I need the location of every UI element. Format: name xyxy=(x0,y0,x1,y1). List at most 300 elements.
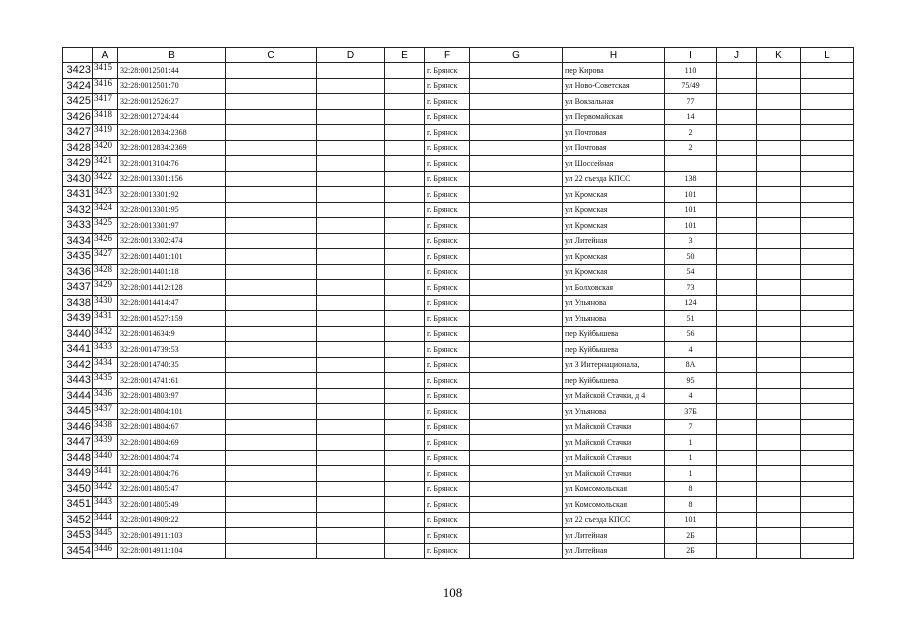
table-row xyxy=(63,497,854,513)
cell-h: пер Куйбышева xyxy=(563,373,665,389)
cell-k xyxy=(757,280,801,296)
cell-a: 3439 xyxy=(93,435,118,451)
cell-a: 3430 xyxy=(93,295,118,311)
cell-i: 73 xyxy=(665,280,717,296)
cell-e xyxy=(385,125,425,141)
cell-f: г. Брянск xyxy=(425,218,470,234)
cell-j xyxy=(717,481,757,497)
cell-f: г. Брянск xyxy=(425,481,470,497)
cell-g xyxy=(470,481,563,497)
cell-b: 32:28:0014414:47 xyxy=(118,295,226,311)
cell-b: 32:28:0014740:35 xyxy=(118,357,226,373)
cell-e xyxy=(385,512,425,528)
cell-b: 32:28:0013301:156 xyxy=(118,171,226,187)
cell-g xyxy=(470,326,563,342)
cell-a: 3426 xyxy=(93,233,118,249)
cell-h: ул Ульянова xyxy=(563,295,665,311)
cell-g xyxy=(470,140,563,156)
cell-d xyxy=(317,156,385,172)
cell-l xyxy=(801,497,854,513)
column-header: D xyxy=(317,48,385,63)
column-header: H xyxy=(563,48,665,63)
cell-g xyxy=(470,419,563,435)
cell-c xyxy=(226,295,317,311)
cell-l xyxy=(801,435,854,451)
cell-j xyxy=(717,435,757,451)
cell-l xyxy=(801,264,854,280)
table-row xyxy=(63,109,854,125)
cell-f: г. Брянск xyxy=(425,187,470,203)
cell-b: 32:28:0014739:53 xyxy=(118,342,226,358)
cell-c xyxy=(226,264,317,280)
cell-h: ул Майской Стачки xyxy=(563,466,665,482)
cell-g xyxy=(470,404,563,420)
cell-i: 37Б xyxy=(665,404,717,420)
cell-k xyxy=(757,373,801,389)
cell-e xyxy=(385,233,425,249)
cell-k xyxy=(757,419,801,435)
cell-j xyxy=(717,373,757,389)
cell-d xyxy=(317,280,385,296)
cell-h: ул Кромская xyxy=(563,264,665,280)
cell-f: г. Брянск xyxy=(425,357,470,373)
cell-f: г. Брянск xyxy=(425,78,470,94)
cell-f: г. Брянск xyxy=(425,94,470,110)
cell-h: ул Литейная xyxy=(563,543,665,559)
cell-k xyxy=(757,388,801,404)
cell-d xyxy=(317,202,385,218)
cell-b: 32:28:0014803:97 xyxy=(118,388,226,404)
cell-e xyxy=(385,156,425,172)
cell-h: пер Кирова xyxy=(563,63,665,79)
table-row xyxy=(63,63,854,79)
cell-l xyxy=(801,280,854,296)
cell-i: 8 xyxy=(665,497,717,513)
cell-f: г. Брянск xyxy=(425,435,470,451)
cell-f: г. Брянск xyxy=(425,543,470,559)
cell-c xyxy=(226,342,317,358)
cell-k xyxy=(757,326,801,342)
row-number: 3441 xyxy=(63,342,93,358)
cell-b: 32:28:0013301:97 xyxy=(118,218,226,234)
cell-a: 3427 xyxy=(93,249,118,265)
cell-i: 1 xyxy=(665,450,717,466)
cell-f: г. Брянск xyxy=(425,249,470,265)
cell-a: 3432 xyxy=(93,326,118,342)
cell-g xyxy=(470,202,563,218)
cell-h: ул Первомайская xyxy=(563,109,665,125)
cell-h: ул Майской Стачки xyxy=(563,450,665,466)
cell-k xyxy=(757,140,801,156)
cell-h: ул Литейная xyxy=(563,233,665,249)
cell-b: 32:28:0014401:18 xyxy=(118,264,226,280)
row-number: 3435 xyxy=(63,249,93,265)
cell-l xyxy=(801,109,854,125)
cell-d xyxy=(317,311,385,327)
cell-l xyxy=(801,388,854,404)
cell-d xyxy=(317,140,385,156)
cell-j xyxy=(717,171,757,187)
row-number: 3428 xyxy=(63,140,93,156)
cell-c xyxy=(226,218,317,234)
cell-j xyxy=(717,311,757,327)
cell-d xyxy=(317,512,385,528)
cell-k xyxy=(757,404,801,420)
cell-g xyxy=(470,373,563,389)
column-header: A xyxy=(93,48,118,63)
cell-g xyxy=(470,357,563,373)
cell-g xyxy=(470,187,563,203)
cell-i: 50 xyxy=(665,249,717,265)
cell-j xyxy=(717,512,757,528)
cell-f: г. Брянск xyxy=(425,233,470,249)
cell-b: 32:28:0014412:128 xyxy=(118,280,226,296)
row-number: 3436 xyxy=(63,264,93,280)
cell-c xyxy=(226,187,317,203)
cell-g xyxy=(470,109,563,125)
table-row xyxy=(63,373,854,389)
cell-e xyxy=(385,94,425,110)
cell-i: 8 xyxy=(665,481,717,497)
corner-cell xyxy=(63,48,93,63)
cell-i: 101 xyxy=(665,202,717,218)
cell-b: 32:28:0014634:9 xyxy=(118,326,226,342)
cell-k xyxy=(757,249,801,265)
cell-k xyxy=(757,512,801,528)
cell-j xyxy=(717,528,757,544)
cell-h: ул Кромская xyxy=(563,202,665,218)
table-row xyxy=(63,187,854,203)
cell-j xyxy=(717,497,757,513)
row-number: 3450 xyxy=(63,481,93,497)
cell-g xyxy=(470,78,563,94)
cell-g xyxy=(470,497,563,513)
cell-d xyxy=(317,326,385,342)
cell-e xyxy=(385,63,425,79)
spreadsheet xyxy=(62,47,853,559)
cell-h: ул Ульянова xyxy=(563,404,665,420)
cell-c xyxy=(226,528,317,544)
row-number: 3442 xyxy=(63,357,93,373)
cell-g xyxy=(470,512,563,528)
cell-a: 3436 xyxy=(93,388,118,404)
cell-c xyxy=(226,497,317,513)
cell-f: г. Брянск xyxy=(425,466,470,482)
cell-j xyxy=(717,125,757,141)
cell-k xyxy=(757,342,801,358)
cell-i: 51 xyxy=(665,311,717,327)
cell-b: 32:28:0014804:74 xyxy=(118,450,226,466)
table-row xyxy=(63,481,854,497)
cell-c xyxy=(226,419,317,435)
cell-f: г. Брянск xyxy=(425,109,470,125)
cell-c xyxy=(226,249,317,265)
cell-b: 32:28:0014527:159 xyxy=(118,311,226,327)
cell-b: 32:28:0012724:44 xyxy=(118,109,226,125)
table-row xyxy=(63,512,854,528)
cell-j xyxy=(717,342,757,358)
cell-i: 56 xyxy=(665,326,717,342)
table-row xyxy=(63,78,854,94)
cell-f: г. Брянск xyxy=(425,156,470,172)
cell-l xyxy=(801,450,854,466)
cell-h: ул Майской Стачки, д 4 xyxy=(563,388,665,404)
cell-c xyxy=(226,171,317,187)
cell-a: 3428 xyxy=(93,264,118,280)
cell-h: ул Кромская xyxy=(563,187,665,203)
cell-g xyxy=(470,264,563,280)
cell-e xyxy=(385,78,425,94)
cell-g xyxy=(470,171,563,187)
cell-h: ул 22 съезда КПСС xyxy=(563,512,665,528)
cell-e xyxy=(385,311,425,327)
cell-d xyxy=(317,466,385,482)
table-row xyxy=(63,419,854,435)
cell-f: г. Брянск xyxy=(425,450,470,466)
cell-e xyxy=(385,295,425,311)
cell-f: г. Брянск xyxy=(425,404,470,420)
cell-d xyxy=(317,528,385,544)
cell-f: г. Брянск xyxy=(425,497,470,513)
cell-i: 3 xyxy=(665,233,717,249)
cell-l xyxy=(801,171,854,187)
cell-d xyxy=(317,233,385,249)
table-row xyxy=(63,156,854,172)
cell-c xyxy=(226,233,317,249)
column-header: L xyxy=(801,48,854,63)
cell-j xyxy=(717,404,757,420)
cell-i: 1 xyxy=(665,435,717,451)
cell-c xyxy=(226,280,317,296)
row-number: 3453 xyxy=(63,528,93,544)
cell-g xyxy=(470,388,563,404)
cell-d xyxy=(317,435,385,451)
cell-a: 3435 xyxy=(93,373,118,389)
cell-d xyxy=(317,218,385,234)
cell-c xyxy=(226,466,317,482)
cell-j xyxy=(717,295,757,311)
cell-j xyxy=(717,419,757,435)
row-number: 3439 xyxy=(63,311,93,327)
cell-i: 4 xyxy=(665,342,717,358)
cell-a: 3420 xyxy=(93,140,118,156)
cell-f: г. Брянск xyxy=(425,295,470,311)
row-number: 3443 xyxy=(63,373,93,389)
cell-d xyxy=(317,249,385,265)
cell-l xyxy=(801,63,854,79)
cell-j xyxy=(717,187,757,203)
cell-f: г. Брянск xyxy=(425,388,470,404)
cell-e xyxy=(385,280,425,296)
table-row xyxy=(63,466,854,482)
cell-k xyxy=(757,63,801,79)
cell-k xyxy=(757,156,801,172)
cell-c xyxy=(226,311,317,327)
row-number: 3444 xyxy=(63,388,93,404)
table-row xyxy=(63,202,854,218)
cell-a: 3441 xyxy=(93,466,118,482)
row-number: 3454 xyxy=(63,543,93,559)
cell-c xyxy=(226,373,317,389)
cell-i: 101 xyxy=(665,512,717,528)
cell-l xyxy=(801,311,854,327)
column-header: G xyxy=(470,48,563,63)
cell-i: 77 xyxy=(665,94,717,110)
cell-b: 32:28:0014804:67 xyxy=(118,419,226,435)
row-number: 3426 xyxy=(63,109,93,125)
cell-k xyxy=(757,264,801,280)
cell-b: 32:28:0014804:69 xyxy=(118,435,226,451)
cell-f: г. Брянск xyxy=(425,419,470,435)
cell-f: г. Брянск xyxy=(425,202,470,218)
table-row xyxy=(63,94,854,110)
cell-d xyxy=(317,543,385,559)
cell-c xyxy=(226,435,317,451)
cell-l xyxy=(801,233,854,249)
cell-j xyxy=(717,78,757,94)
cell-b: 32:28:0013104:76 xyxy=(118,156,226,172)
cell-k xyxy=(757,295,801,311)
cell-g xyxy=(470,311,563,327)
cell-a: 3425 xyxy=(93,218,118,234)
cell-a: 3421 xyxy=(93,156,118,172)
cell-f: г. Брянск xyxy=(425,140,470,156)
cell-a: 3446 xyxy=(93,543,118,559)
table-row xyxy=(63,218,854,234)
cell-k xyxy=(757,311,801,327)
data-table xyxy=(62,47,854,559)
cell-d xyxy=(317,94,385,110)
cell-c xyxy=(226,481,317,497)
cell-k xyxy=(757,109,801,125)
cell-i: 101 xyxy=(665,187,717,203)
cell-d xyxy=(317,481,385,497)
cell-l xyxy=(801,140,854,156)
column-header-row xyxy=(63,48,854,63)
cell-j xyxy=(717,156,757,172)
cell-j xyxy=(717,280,757,296)
cell-h: ул Болховская xyxy=(563,280,665,296)
column-header: K xyxy=(757,48,801,63)
cell-b: 32:28:0012526:27 xyxy=(118,94,226,110)
row-number: 3434 xyxy=(63,233,93,249)
cell-e xyxy=(385,326,425,342)
cell-l xyxy=(801,404,854,420)
cell-g xyxy=(470,218,563,234)
cell-k xyxy=(757,466,801,482)
column-header: E xyxy=(385,48,425,63)
cell-c xyxy=(226,450,317,466)
cell-b: 32:28:0014909:22 xyxy=(118,512,226,528)
page-number: 108 xyxy=(442,585,463,600)
row-number: 3433 xyxy=(63,218,93,234)
cell-a: 3422 xyxy=(93,171,118,187)
column-header: F xyxy=(425,48,470,63)
cell-j xyxy=(717,264,757,280)
cell-e xyxy=(385,140,425,156)
cell-h: ул Ульянова xyxy=(563,311,665,327)
cell-i: 8А xyxy=(665,357,717,373)
cell-a: 3440 xyxy=(93,450,118,466)
cell-h: ул Кромская xyxy=(563,218,665,234)
cell-j xyxy=(717,94,757,110)
cell-e xyxy=(385,218,425,234)
cell-l xyxy=(801,512,854,528)
cell-e xyxy=(385,388,425,404)
cell-c xyxy=(226,156,317,172)
cell-k xyxy=(757,497,801,513)
cell-g xyxy=(470,233,563,249)
cell-k xyxy=(757,435,801,451)
cell-a: 3418 xyxy=(93,109,118,125)
cell-b: 32:28:0013302:474 xyxy=(118,233,226,249)
cell-b: 32:28:0012834:2368 xyxy=(118,125,226,141)
cell-d xyxy=(317,404,385,420)
cell-h: пер Куйбышева xyxy=(563,326,665,342)
cell-c xyxy=(226,94,317,110)
cell-e xyxy=(385,466,425,482)
cell-l xyxy=(801,419,854,435)
cell-c xyxy=(226,357,317,373)
cell-e xyxy=(385,357,425,373)
cell-j xyxy=(717,109,757,125)
cell-g xyxy=(470,94,563,110)
cell-e xyxy=(385,264,425,280)
cell-d xyxy=(317,450,385,466)
cell-f: г. Брянск xyxy=(425,512,470,528)
cell-d xyxy=(317,171,385,187)
cell-e xyxy=(385,450,425,466)
cell-j xyxy=(717,63,757,79)
cell-k xyxy=(757,528,801,544)
row-number: 3448 xyxy=(63,450,93,466)
cell-i: 101 xyxy=(665,218,717,234)
row-number: 3445 xyxy=(63,404,93,420)
cell-i: 110 xyxy=(665,63,717,79)
row-number: 3440 xyxy=(63,326,93,342)
table-row xyxy=(63,435,854,451)
cell-l xyxy=(801,326,854,342)
cell-i: 2Б xyxy=(665,543,717,559)
row-number: 3423 xyxy=(63,63,93,79)
table-body xyxy=(63,63,854,559)
cell-l xyxy=(801,218,854,234)
cell-c xyxy=(226,140,317,156)
cell-f: г. Брянск xyxy=(425,125,470,141)
cell-c xyxy=(226,109,317,125)
cell-h: ул Ново-Советская xyxy=(563,78,665,94)
cell-b: 32:28:0014911:104 xyxy=(118,543,226,559)
cell-b: 32:28:0013301:92 xyxy=(118,187,226,203)
cell-k xyxy=(757,218,801,234)
cell-k xyxy=(757,543,801,559)
cell-j xyxy=(717,450,757,466)
cell-j xyxy=(717,357,757,373)
cell-d xyxy=(317,342,385,358)
cell-g xyxy=(470,280,563,296)
cell-d xyxy=(317,419,385,435)
cell-e xyxy=(385,202,425,218)
column-header: B xyxy=(118,48,226,63)
table-row xyxy=(63,295,854,311)
cell-d xyxy=(317,125,385,141)
cell-a: 3434 xyxy=(93,357,118,373)
cell-c xyxy=(226,404,317,420)
cell-j xyxy=(717,388,757,404)
cell-e xyxy=(385,342,425,358)
cell-i: 2 xyxy=(665,140,717,156)
row-number: 3437 xyxy=(63,280,93,296)
